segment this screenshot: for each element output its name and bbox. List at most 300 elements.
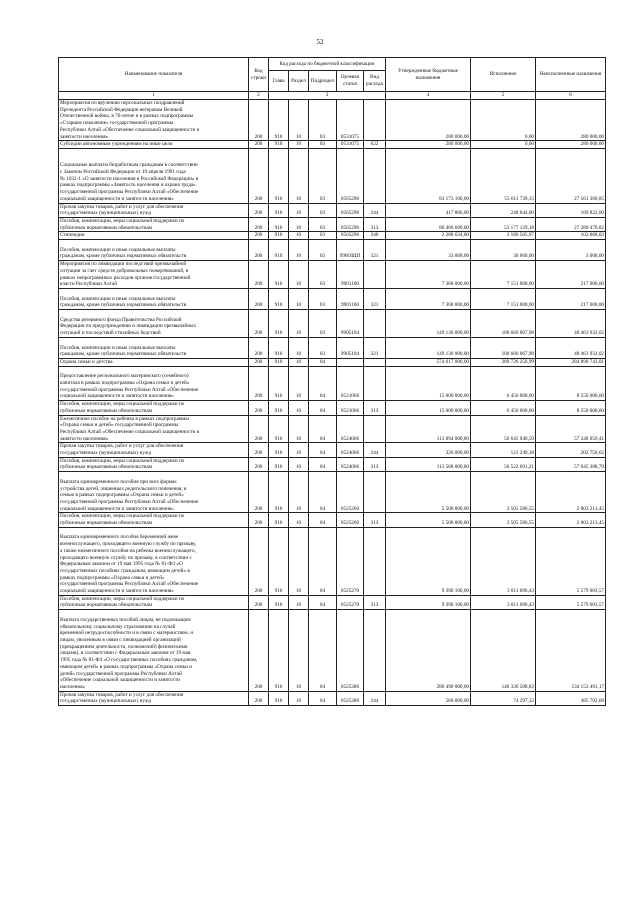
cell-glava: 910 <box>269 203 289 217</box>
cell-unexecuted: 280 000,00 <box>536 100 606 141</box>
cell-executed: 2 186 565,97 <box>471 232 536 240</box>
cell-executed: 3 811 096,43 <box>471 595 536 609</box>
row-name-cell <box>59 401 249 415</box>
row-name-line <box>60 610 247 617</box>
row-name-cell <box>59 457 249 471</box>
cell-executed: 3 811 096,43 <box>471 527 536 595</box>
cell-vid <box>364 261 386 289</box>
row-name-cell <box>59 240 249 261</box>
cell-target: 0524066 <box>337 415 364 443</box>
cell-pod: 04 <box>309 527 337 595</box>
col-header-code: Код строки <box>249 58 269 92</box>
row-name-line: Республики Алтай «Обеспечение социальной защищенности и <box>60 428 200 435</box>
cell-vid: 244 <box>364 203 386 217</box>
row-name-line: обязательному социальному страхованию на случай <box>60 623 176 630</box>
cell-vid <box>364 527 386 595</box>
cell-vid: 321 <box>364 337 386 358</box>
cell-executed: 100 666 067,98 <box>471 337 536 358</box>
index-cell: 1 <box>59 92 249 100</box>
row-name-line: занятости населения» <box>60 133 109 140</box>
row-name-cell <box>59 358 249 366</box>
row-name-line: Средства резервного фонда Правительства Российской <box>60 316 182 323</box>
cell-unexecuted: 2 003 213,45 <box>536 513 606 527</box>
row-name-line: Прочая закупка товаров, работ и услуг для обеспечения <box>60 443 184 450</box>
row-name-line <box>60 310 247 317</box>
table-body <box>59 100 606 706</box>
row-name-line: государственных пособиях гражданам, имеющим детей» в <box>60 567 190 574</box>
cell-target: 0531075 <box>337 141 364 149</box>
table-row <box>59 141 606 149</box>
row-name-cell <box>59 203 249 217</box>
cell-razdel: 10 <box>289 527 309 595</box>
row-name-cell <box>59 513 249 527</box>
cell-target: 0565290 <box>337 148 364 203</box>
cell-razdel: 10 <box>289 148 309 203</box>
row-name-line: ситуаций и последствий стихийных бедствий <box>60 330 161 337</box>
cell-code: 200 <box>249 217 269 231</box>
cell-target: 0565290 <box>337 232 364 240</box>
cell-razdel: 10 <box>289 595 309 609</box>
cell-unexecuted: 57 045 308,79 <box>536 457 606 471</box>
table-row <box>59 100 606 141</box>
row-name-line: социальной защищенности и занятости населения» <box>60 195 174 202</box>
row-name-cell <box>59 148 249 203</box>
cell-approved: 2 288 634,00 <box>386 232 471 240</box>
cell-vid <box>364 358 386 366</box>
col-header-budget-code: Код расхода по бюджетной классификации <box>269 58 386 71</box>
row-name-line: Федеральным законом от 19 мая 1995 года № 81-ФЗ «О <box>60 561 183 568</box>
cell-vid: 340 <box>364 232 386 240</box>
cell-target: 0525260 <box>337 472 364 513</box>
row-name-line: «Обеспечение социальной защищенности и занятости <box>60 677 181 684</box>
cell-vid <box>364 472 386 513</box>
cell-target: 9901100 <box>337 261 364 289</box>
table-row <box>59 366 606 401</box>
cell-code: 200 <box>249 232 269 240</box>
cell-code: 200 <box>249 513 269 527</box>
cell-pod: 04 <box>309 513 337 527</box>
cell-target: 0524066 <box>337 443 364 457</box>
row-name-line: Прочая закупка товаров, работ и услуг для обеспечения <box>60 203 184 210</box>
table-row <box>59 310 606 338</box>
cell-target: 0565290 <box>337 203 364 217</box>
row-name-line: Социальные выплаты безработным гражданам в соответствии <box>60 162 198 169</box>
cell-vid: 244 <box>364 691 386 705</box>
cell-code: 200 <box>249 358 269 366</box>
row-name-line: Выплата единовременного пособия при всех формах <box>60 478 177 485</box>
cell-code: 200 <box>249 100 269 141</box>
cell-approved: 149 130 000,00 <box>386 310 471 338</box>
row-name-line: социальной защищенности и занятости населения» <box>60 505 174 512</box>
cell-unexecuted: 280 000,00 <box>536 141 606 149</box>
cell-target: 0521066 <box>337 366 364 401</box>
table-row <box>59 610 606 691</box>
row-name-line: Пособия, компенсации, меры социальной поддержки по <box>60 513 185 520</box>
table-row <box>59 513 606 527</box>
cell-code: 200 <box>249 288 269 309</box>
cell-target: 9905104 <box>337 310 364 338</box>
cell-approved: 9 390 100,00 <box>386 527 471 595</box>
row-name-cell <box>59 527 249 595</box>
row-name-line: рамках непрограммных расходов органов государственной <box>60 274 191 281</box>
row-name-line: Пособия, компенсации, меры социальной поддержки по <box>60 217 185 224</box>
cell-unexecuted: 5 579 003,57 <box>536 527 606 595</box>
row-name-line: 1995 года № 81-ФЗ «О государственных пособиях гражданам, <box>60 657 198 664</box>
page-number: 52 <box>316 38 324 46</box>
cell-approved: 5 508 800,00 <box>386 472 471 513</box>
cell-approved: 7 368 000,00 <box>386 261 471 289</box>
row-name-line: государственных (муниципальных) нужд <box>60 210 152 217</box>
index-cell: 6 <box>536 92 606 100</box>
cell-executed: 74 297,32 <box>471 691 536 705</box>
cell-glava: 910 <box>269 310 289 338</box>
row-name-line: рамках подпрограммы «Занятость населения и охрана труда» <box>60 182 196 189</box>
cell-glava: 910 <box>269 141 289 149</box>
cell-vid <box>364 310 386 338</box>
cell-razdel: 10 <box>289 401 309 415</box>
cell-executed: 3 505 586,55 <box>471 513 536 527</box>
cell-unexecuted: 102 068,03 <box>536 232 606 240</box>
cell-razdel: 10 <box>289 513 309 527</box>
cell-glava: 910 <box>269 358 289 366</box>
row-name-line: государственных (муниципальных) нужд <box>60 450 152 457</box>
cell-vid: 622 <box>364 141 386 149</box>
cell-executed: 146 336 508,83 <box>471 610 536 691</box>
cell-executed: 30 060,00 <box>471 240 536 261</box>
index-cell: 5 <box>471 92 536 100</box>
cell-razdel: 10 <box>289 310 309 338</box>
row-name-line: лицами), в соответствии с Федеральным законом от 19 мая <box>60 650 191 657</box>
table-row <box>59 337 606 358</box>
cell-approved: 417 866,00 <box>386 203 471 217</box>
cell-pod: 03 <box>309 288 337 309</box>
row-name-line: ситуации за счет средств добровольных пожертвований, в <box>60 267 189 274</box>
cell-unexecuted: 8 550 000,00 <box>536 401 606 415</box>
row-name-line: Субсидии автономным учреждениям на иные цели <box>60 141 173 148</box>
cell-executed: 248 044,00 <box>471 203 536 217</box>
row-name-cell <box>59 310 249 338</box>
cell-vid: 313 <box>364 217 386 231</box>
row-name-line: Мероприятия по ликвидации последствий чрезвычайной <box>60 261 187 268</box>
cell-glava: 910 <box>269 366 289 401</box>
row-name-line: Ежемесячное пособие на ребенка в рамках подпрограммы <box>60 415 189 422</box>
table-row <box>59 203 606 217</box>
cell-executed: 289 726 256,99 <box>471 358 536 366</box>
table-row <box>59 148 606 203</box>
row-name-cell <box>59 415 249 443</box>
row-name-line: социальной защищенности и занятости населения» <box>60 393 174 400</box>
row-name-cell <box>59 217 249 231</box>
cell-pod: 03 <box>309 100 337 141</box>
cell-vid <box>364 610 386 691</box>
cell-unexecuted: 485 702,68 <box>536 691 606 705</box>
cell-unexecuted: 8 550 000,00 <box>536 366 606 401</box>
row-name-line: Мероприятия по вручению персональных поздравлений <box>60 100 185 106</box>
cell-executed: 0,00 <box>471 141 536 149</box>
cell-razdel: 10 <box>289 232 309 240</box>
cell-razdel: 10 <box>289 415 309 443</box>
cell-glava: 910 <box>269 691 289 705</box>
col-header-podrazdel: Подраздел <box>309 71 337 92</box>
row-name-line: публичным нормативным обязательствам <box>60 602 153 609</box>
row-name-line: публичным нормативным обязательствам <box>60 464 153 471</box>
table-row <box>59 288 606 309</box>
cell-executed: 6 450 000,00 <box>471 401 536 415</box>
cell-razdel: 10 <box>289 337 309 358</box>
row-name-line: Федерации по предупреждению и ликвидации чрезвычайных <box>60 323 197 330</box>
row-name-cell <box>59 100 249 141</box>
table-row <box>59 443 606 457</box>
row-name-line: государственной программы Республики Алтай «Обеспечение <box>60 386 199 393</box>
table-row <box>59 527 606 595</box>
cell-pod: 03 <box>309 217 337 231</box>
cell-executed: 53 177 129,18 <box>471 217 536 231</box>
cell-unexecuted: 5 579 003,57 <box>536 595 606 609</box>
row-name-line: Предоставление регионального материнского (семейного) <box>60 373 189 380</box>
row-name-line: (прекращением деятельности, полномочий) физическими <box>60 643 188 650</box>
row-name-cell <box>59 261 249 289</box>
row-name-cell <box>59 443 249 457</box>
cell-code: 200 <box>249 240 269 261</box>
cell-vid <box>364 148 386 203</box>
col-header-name: Наименование показателя <box>59 58 249 92</box>
cell-executed: 7 151 000,00 <box>471 288 536 309</box>
cell-pod: 04 <box>309 610 337 691</box>
row-name-cell <box>59 141 249 149</box>
cell-code: 200 <box>249 691 269 705</box>
cell-pod: 03 <box>309 232 337 240</box>
cell-razdel: 10 <box>289 443 309 457</box>
row-name-line: Отечественной войны, в 70-летие и в рамках подпрограммы <box>60 113 194 120</box>
cell-approved: 326 000,00 <box>386 443 471 457</box>
cell-pod: 03 <box>309 337 337 358</box>
cell-code: 200 <box>249 443 269 457</box>
cell-code: 200 <box>249 401 269 415</box>
col-header-approved: Утвержденные бюджетные назначения <box>386 58 471 92</box>
cell-approved: 280 490 000,00 <box>386 610 471 691</box>
cell-code: 200 <box>249 337 269 358</box>
cell-approved: 7 368 000,00 <box>386 288 471 309</box>
cell-code: 200 <box>249 527 269 595</box>
cell-razdel: 10 <box>289 141 309 149</box>
row-name-line: населения» <box>60 683 86 690</box>
row-name-line: лицам, уволенным в связи с ликвидацией организаций <box>60 636 181 643</box>
cell-razdel: 10 <box>289 610 309 691</box>
row-name-line: государственных (муниципальных) нужд <box>60 698 152 705</box>
table-row <box>59 232 606 240</box>
budget-report-table <box>58 57 606 706</box>
table-row <box>59 217 606 231</box>
cell-target: 9905104 <box>337 337 364 358</box>
row-name-cell <box>59 595 249 609</box>
cell-target: 0525380 <box>337 691 364 705</box>
cell-code: 200 <box>249 141 269 149</box>
row-name-line: Пособия, компенсации и иные социальные выплаты <box>60 295 176 302</box>
cell-razdel: 10 <box>289 366 309 401</box>
cell-target <box>337 358 364 366</box>
col-header-expense-type: Вид расхода <box>364 71 386 92</box>
cell-approved: 574 617 000,00 <box>386 358 471 366</box>
cell-pod: 04 <box>309 472 337 513</box>
col-header-unexecuted: Неисполненные назначения <box>536 58 606 92</box>
cell-target: 0525380 <box>337 610 364 691</box>
index-cell: 2 <box>249 92 269 100</box>
col-header-razdel: Раздел <box>289 71 309 92</box>
cell-glava: 910 <box>269 457 289 471</box>
row-name-cell <box>59 337 249 358</box>
row-name-line: власти Республики Алтай <box>60 281 117 288</box>
cell-unexecuted: 48 463 932,02 <box>536 337 606 358</box>
row-name-line: рамках подпрограммы «Охрана семьи и детей» <box>60 574 165 581</box>
cell-approved: 280 000,00 <box>386 141 471 149</box>
cell-target: 0531075 <box>337 100 364 141</box>
cell-unexecuted: 217 000,00 <box>536 261 606 289</box>
cell-code: 200 <box>249 472 269 513</box>
index-cell: 3 <box>269 92 386 100</box>
row-name-line <box>60 338 247 345</box>
cell-razdel: 10 <box>289 203 309 217</box>
cell-approved: 33 068,00 <box>386 240 471 261</box>
cell-unexecuted: 169 822,00 <box>536 203 606 217</box>
cell-code: 200 <box>249 310 269 338</box>
cell-unexecuted: 27 289 470,82 <box>536 217 606 231</box>
cell-pod: 03 <box>309 240 337 261</box>
row-name-line: Пособия, компенсации, меры социальной поддержки по <box>60 595 185 602</box>
row-name-line: с Законом Российской Федерации от 19 апреля 1991 года <box>60 169 186 175</box>
cell-unexecuted: 202 750,62 <box>536 443 606 457</box>
cell-executed: 100 666 067,98 <box>471 310 536 338</box>
cell-pod: 03 <box>309 310 337 338</box>
cell-glava: 910 <box>269 232 289 240</box>
cell-razdel: 10 <box>289 691 309 705</box>
cell-razdel: 10 <box>289 100 309 141</box>
row-name-line: Стипендии <box>60 232 85 239</box>
index-row <box>59 92 606 100</box>
row-name-line: гражданам, кроме публичных нормативных обязательств <box>60 253 187 260</box>
cell-glava: 910 <box>269 337 289 358</box>
table-row <box>59 401 606 415</box>
row-name-line: государственной программы Республики Алтай «Обеспечение <box>60 498 199 505</box>
col-header-glava: Глава <box>269 71 289 92</box>
cell-code: 200 <box>249 261 269 289</box>
cell-pod: 03 <box>309 148 337 203</box>
row-name-line: гражданам, кроме публичных нормативных обязательств <box>60 302 187 309</box>
cell-glava: 910 <box>269 595 289 609</box>
cell-pod: 04 <box>309 457 337 471</box>
table-row <box>59 240 606 261</box>
row-name-line: Выплата единовременного пособия беременной жене <box>60 534 179 541</box>
cell-pod: 04 <box>309 443 337 457</box>
row-name-line <box>60 149 247 156</box>
cell-pod: 04 <box>309 401 337 415</box>
cell-approved: 9 390 100,00 <box>386 595 471 609</box>
cell-vid <box>364 366 386 401</box>
cell-approved: 113 568 000,00 <box>386 457 471 471</box>
cell-vid: 313 <box>364 513 386 527</box>
cell-target: 0521066 <box>337 401 364 415</box>
table-row <box>59 358 606 366</box>
row-name-line: проходящего военную службу по призыву, в соответствии с <box>60 554 192 561</box>
cell-target: 0525270 <box>337 527 364 595</box>
cell-razdel: 10 <box>289 240 309 261</box>
row-name-line: № 1032-1 «О занятости населения в Российской Федерации» в <box>60 175 199 182</box>
row-name-line: имеющим детей» в рамках подпрограммы «Охрана семьи и <box>60 663 192 670</box>
cell-target: 0565290 <box>337 217 364 231</box>
cell-glava: 910 <box>269 401 289 415</box>
row-name-line: Президента Российской Федерации ветеранам Великой <box>60 106 183 113</box>
cell-vid <box>364 415 386 443</box>
row-name-line: Пособия, компенсации, меры социальной поддержки по <box>60 457 185 464</box>
cell-razdel: 10 <box>289 217 309 231</box>
cell-unexecuted: 48 463 932,02 <box>536 310 606 338</box>
row-name-line: семью в рамках подпрограммы «Охрана семьи и детей» <box>60 492 184 499</box>
cell-glava: 910 <box>269 217 289 231</box>
cell-glava: 910 <box>269 472 289 513</box>
cell-approved: 15 000 000,00 <box>386 366 471 401</box>
table-row <box>59 691 606 705</box>
cell-code: 200 <box>249 366 269 401</box>
cell-vid: 321 <box>364 288 386 309</box>
cell-approved: 560 000,00 <box>386 691 471 705</box>
table-row <box>59 261 606 289</box>
row-name-line: Прочая закупка товаров, работ и услуг для обеспечения <box>60 691 184 698</box>
col-header-executed: Исполнение <box>471 58 536 92</box>
table-row <box>59 472 606 513</box>
cell-unexecuted: 2 003 213,45 <box>536 472 606 513</box>
row-name-line: устройства детей, лишенных родительского попечения, в <box>60 485 187 492</box>
cell-approved: 149 130 000,00 <box>386 337 471 358</box>
cell-glava: 910 <box>269 415 289 443</box>
row-name-line: Охрана семьи и детства <box>60 358 113 365</box>
cell-target: 0525270 <box>337 595 364 609</box>
cell-vid: 313 <box>364 457 386 471</box>
row-name-cell <box>59 610 249 691</box>
row-name-cell <box>59 232 249 240</box>
cell-target: 990ОЩП <box>337 240 364 261</box>
cell-glava: 910 <box>269 527 289 595</box>
cell-glava: 910 <box>269 288 289 309</box>
row-name-line: капитала в рамках подпрограммы «Охрана семьи и детей» <box>60 380 190 387</box>
cell-pod: 04 <box>309 415 337 443</box>
cell-razdel: 10 <box>289 288 309 309</box>
cell-executed: 3 505 586,55 <box>471 472 536 513</box>
cell-razdel: 10 <box>289 261 309 289</box>
row-name-line: детей» государственной программы Республики Алтай <box>60 670 182 677</box>
cell-executed: 56 522 691,21 <box>471 457 536 471</box>
row-name-cell <box>59 366 249 401</box>
cell-executed: 7 151 000,00 <box>471 261 536 289</box>
cell-pod: 03 <box>309 261 337 289</box>
cell-glava: 910 <box>269 610 289 691</box>
cell-code: 200 <box>249 148 269 203</box>
row-name-line: временной нетрудоспособности и в связи с материнством, и <box>60 630 194 637</box>
cell-unexecuted: 134 153 491,17 <box>536 610 606 691</box>
cell-pod: 03 <box>309 141 337 149</box>
cell-executed: 0,00 <box>471 100 536 141</box>
row-name-line: гражданам, кроме публичных нормативных обязательств <box>60 351 187 358</box>
cell-glava: 910 <box>269 513 289 527</box>
cell-target: 9901100 <box>337 288 364 309</box>
table-row <box>59 595 606 609</box>
row-name-line: «Старшее поколение» государственной программы <box>60 120 174 127</box>
row-name-line <box>60 240 247 247</box>
row-name-line: занятости населения» <box>60 435 109 442</box>
index-cell: 4 <box>386 92 471 100</box>
cell-pod: 04 <box>309 595 337 609</box>
cell-executed: 56 645 940,59 <box>471 415 536 443</box>
cell-pod: 04 <box>309 691 337 705</box>
cell-vid: 313 <box>364 595 386 609</box>
